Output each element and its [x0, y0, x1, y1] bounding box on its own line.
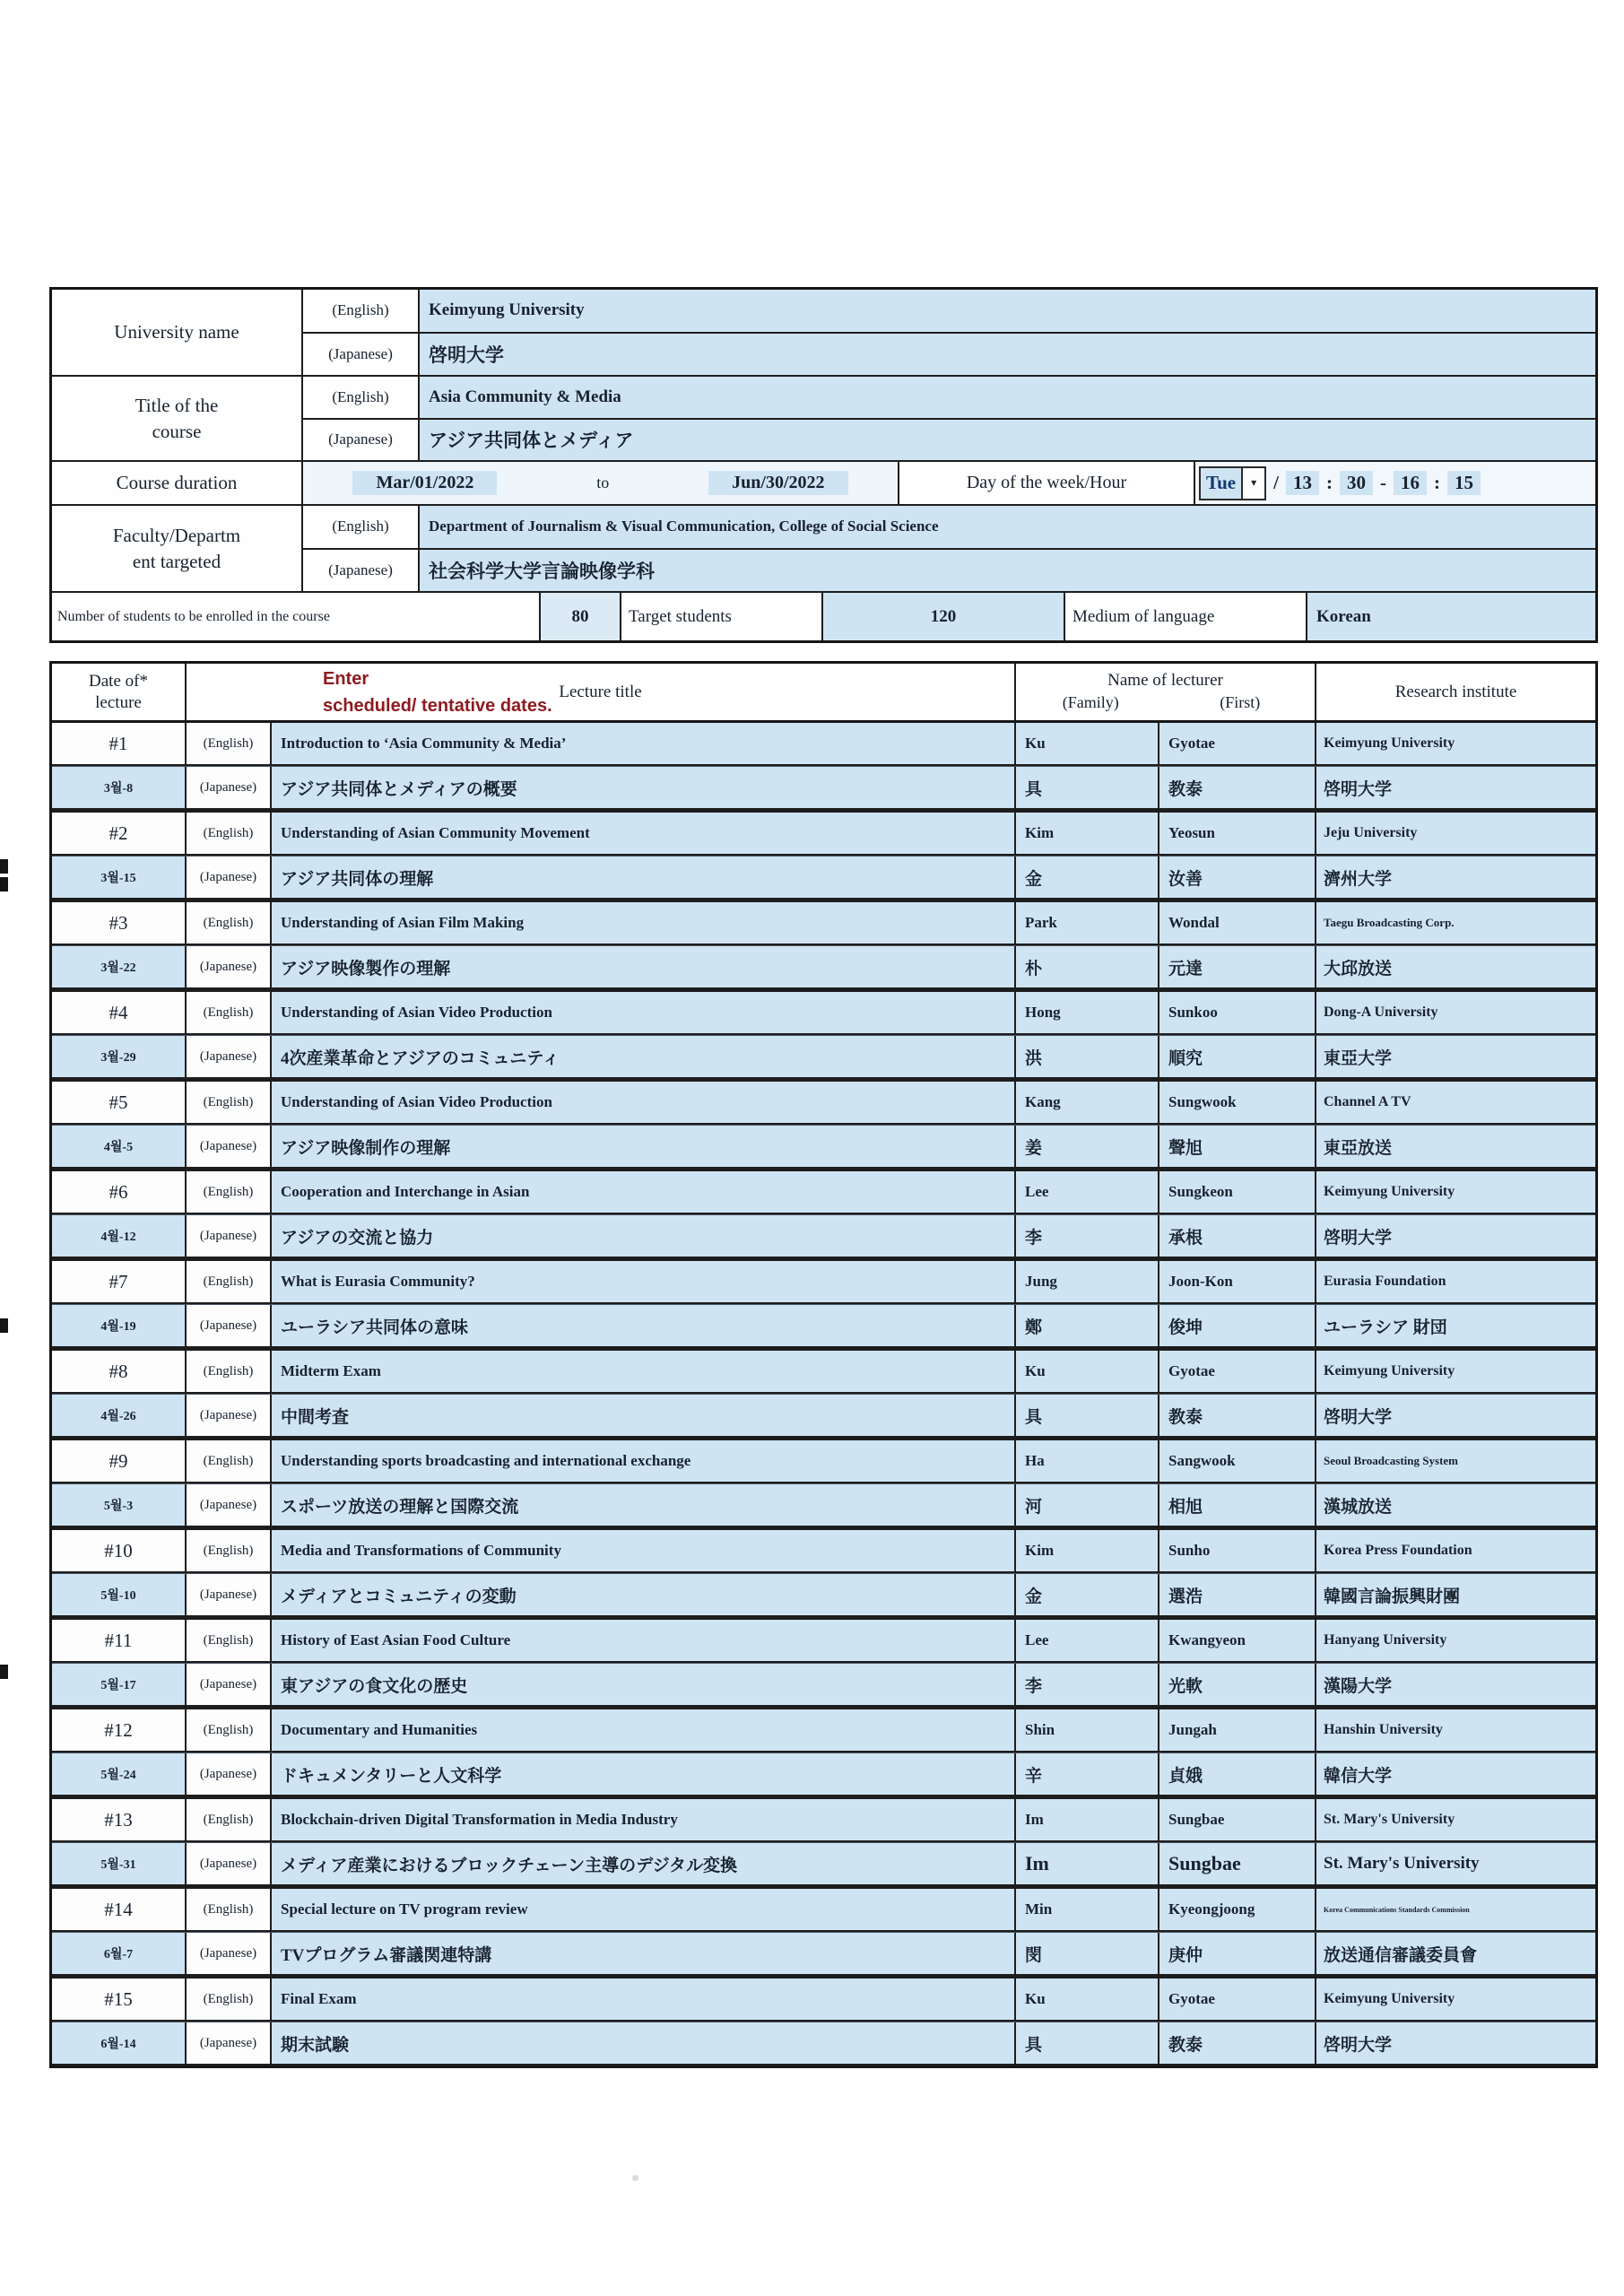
research-institute-english-field[interactable]: Korea Press Foundation	[1316, 1530, 1595, 1573]
research-institute-japanese-field[interactable]: St. Mary's University	[1316, 1843, 1595, 1886]
start-minute-field[interactable]: 30	[1340, 471, 1373, 495]
lecturer-family-english-field[interactable]: Kim	[1016, 813, 1159, 856]
lecturer-family-japanese-field[interactable]: 具	[1016, 1395, 1159, 1438]
lecture-title-japanese-field[interactable]: アジア共同体とメディアの概要	[272, 767, 1016, 810]
annotation-line2: scheduled/ tentative dates.	[323, 696, 552, 716]
japanese-label: (Japanese)	[187, 1843, 272, 1886]
lecturer-family-english-field[interactable]: Ha	[1016, 1440, 1159, 1483]
lecture-title-japanese-field[interactable]: ユーラシア共同体の意味	[272, 1305, 1016, 1348]
lecturer-first-english-field[interactable]: Sangwook	[1159, 1440, 1316, 1483]
lecture-row-japanese	[52, 857, 1595, 900]
time-colon: :	[1433, 472, 1440, 493]
english-label: (English)	[187, 813, 272, 856]
end-hour-field[interactable]: 16	[1394, 471, 1427, 495]
lecture-title-english-field[interactable]: Midterm Exam	[272, 1351, 1016, 1394]
lecture-title-english-field[interactable]: Documentary and Humanities	[272, 1709, 1016, 1752]
lecture-row-english	[52, 1889, 1595, 1933]
lecturer-first-english-field[interactable]: Sunho	[1159, 1530, 1316, 1573]
english-label: (English)	[187, 1799, 272, 1842]
lecture-row-japanese	[52, 1753, 1595, 1796]
lecture-title-japanese-field[interactable]: ドキュメンタリーと人文科学	[272, 1753, 1016, 1796]
time-dash: -	[1379, 472, 1386, 493]
english-label: (English)	[187, 723, 272, 766]
lecturer-first-japanese-field[interactable]: 元達	[1159, 946, 1316, 989]
lecture-title-english-field[interactable]: Cooperation and Interchange in Asian	[272, 1171, 1016, 1214]
lecturer-first-english-field[interactable]: Jungah	[1159, 1709, 1316, 1752]
university-name-label	[52, 290, 303, 377]
lecture-title-english-field[interactable]: Media and Transformations of Community	[272, 1530, 1016, 1573]
research-institute-japanese-field[interactable]: 漢城放送	[1316, 1484, 1595, 1527]
lecture-title-japanese-field[interactable]: 4次産業革命とアジアのコミュニティ	[272, 1036, 1016, 1079]
research-institute-english-field[interactable]: Jeju University	[1316, 813, 1595, 856]
lecturer-first-english-field[interactable]: Gyotae	[1159, 1351, 1316, 1394]
lecturer-family-japanese-field[interactable]: Im	[1016, 1843, 1159, 1886]
lecturer-first-japanese-field[interactable]: 庚仲	[1159, 1933, 1316, 1976]
lecturer-family-japanese-field[interactable]: 李	[1016, 1215, 1159, 1258]
tentative-dates-annotation	[323, 665, 552, 719]
english-label: (English)	[187, 1082, 272, 1125]
japanese-label: (Japanese)	[303, 550, 420, 594]
day-of-week-dropdown-value[interactable]: Tue	[1206, 472, 1237, 493]
english-label: (English)	[187, 1889, 272, 1932]
lecture-number: #4	[52, 992, 187, 1035]
lecture-title-header-text: Lecture title	[559, 682, 642, 701]
english-label: (English)	[303, 506, 420, 550]
family-name-header: (Family)	[1062, 693, 1119, 712]
lecture-number: #2	[52, 813, 187, 856]
lecture-date-field[interactable]: 6월-14	[52, 2022, 187, 2066]
lecturer-first-english-field[interactable]: Joon-Kon	[1159, 1261, 1316, 1304]
research-institute-japanese-field[interactable]: 東亞放送	[1316, 1126, 1595, 1169]
lecture-group	[52, 902, 1595, 992]
lecture-row-japanese	[52, 1126, 1595, 1169]
lecture-title-english-field[interactable]: Understanding of Asian Video Production	[272, 1082, 1016, 1125]
course-duration-label	[52, 462, 303, 506]
japanese-label: (Japanese)	[187, 1215, 272, 1258]
lecturer-family-english-field[interactable]: Lee	[1016, 1171, 1159, 1214]
research-institute-english-field[interactable]: Keimyung University	[1316, 1171, 1595, 1214]
lecture-title-japanese-field[interactable]: メディア産業におけるブロックチェーン主導のデジタル変換	[272, 1843, 1016, 1886]
lecture-date-field[interactable]: 4월-12	[52, 1215, 187, 1258]
scan-edge-mark	[0, 1318, 8, 1333]
lecture-title-japanese-field[interactable]: アジア映像製作の理解	[272, 946, 1016, 989]
faculty-label-line1: Faculty/Departm	[112, 525, 241, 547]
lecture-group	[52, 1620, 1595, 1709]
lecturer-family-english-field[interactable]: Ku	[1016, 723, 1159, 766]
lecture-group	[52, 992, 1595, 1082]
lecture-title-english-field[interactable]: Understanding of Asian Video Production	[272, 992, 1016, 1035]
lecture-row-english	[52, 1979, 1595, 2022]
scan-dot-artifact	[632, 2175, 638, 2181]
lecturer-first-english-field[interactable]: Sungbae	[1159, 1799, 1316, 1842]
lecture-number: #14	[52, 1889, 187, 1932]
faculty-english-field[interactable]: Department of Journalism & Visual Communication, College of Social Science	[420, 506, 1595, 550]
japanese-label: (Japanese)	[187, 2022, 272, 2066]
english-label: (English)	[303, 377, 420, 420]
research-institute-english-field[interactable]: St. Mary's University	[1316, 1799, 1595, 1842]
lecture-row-japanese	[52, 946, 1595, 989]
start-hour-field[interactable]: 13	[1286, 471, 1319, 495]
research-institute-japanese-field[interactable]: 漢陽大学	[1316, 1664, 1595, 1707]
lecturer-first-japanese-field[interactable]: 承根	[1159, 1215, 1316, 1258]
english-label: (English)	[187, 1351, 272, 1394]
japanese-label: (Japanese)	[187, 1933, 272, 1976]
date-header-line1: Date of*	[89, 671, 148, 691]
japanese-label: (Japanese)	[187, 1395, 272, 1438]
research-institute-japanese-field[interactable]: 東亞大学	[1316, 1036, 1595, 1079]
english-label: (English)	[187, 1979, 272, 2022]
course-title-label	[52, 377, 303, 462]
enrolled-students-field[interactable]: 80	[541, 593, 621, 640]
lecture-group	[52, 1530, 1595, 1620]
course-title-english-field[interactable]: Asia Community & Media	[420, 377, 1595, 420]
research-institute-english-field[interactable]: Hanyang University	[1316, 1620, 1595, 1663]
research-institute-english-field[interactable]: Channel A TV	[1316, 1082, 1595, 1125]
day-of-week-hour-value	[1195, 462, 1595, 506]
lecturer-first-japanese-field[interactable]: 選浩	[1159, 1574, 1316, 1617]
lecturer-first-english-field[interactable]: Wondal	[1159, 902, 1316, 945]
lecture-group	[52, 1171, 1595, 1261]
lecture-title-japanese-field[interactable]: 中間考査	[272, 1395, 1016, 1438]
end-minute-field[interactable]: 15	[1447, 471, 1481, 495]
research-institute-english-field[interactable]: Eurasia Foundation	[1316, 1261, 1595, 1304]
lecturer-first-english-field[interactable]: Sungwook	[1159, 1082, 1316, 1125]
research-institute-english-field[interactable]: Keimyung University	[1316, 1979, 1595, 2022]
lecture-title-japanese-field[interactable]: アジアの交流と協力	[272, 1215, 1016, 1258]
chevron-down-icon[interactable]: ▾	[1241, 468, 1264, 499]
lecture-title-english-field[interactable]: History of East Asian Food Culture	[272, 1620, 1016, 1663]
english-label: (English)	[187, 1171, 272, 1214]
research-institute-japanese-field[interactable]: 濟州大学	[1316, 857, 1595, 900]
lecture-row-english	[52, 992, 1595, 1036]
lecture-number: #13	[52, 1799, 187, 1842]
lecturer-family-japanese-field[interactable]: 具	[1016, 767, 1159, 810]
lecturer-family-japanese-field[interactable]: 閔	[1016, 1933, 1159, 1976]
lecture-title-english-field[interactable]: Understanding of Asian Community Movement	[272, 813, 1016, 856]
research-institute-english-field[interactable]: Keimyung University	[1316, 1351, 1595, 1394]
lecture-number: #12	[52, 1709, 187, 1752]
lecture-row-english	[52, 1261, 1595, 1305]
day-hour-slash: /	[1273, 472, 1279, 493]
lecture-title-english-field[interactable]: What is Eurasia Community?	[272, 1261, 1016, 1304]
lecture-group	[52, 1889, 1595, 1979]
lecturer-first-english-field[interactable]: Gyotae	[1159, 723, 1316, 766]
lecturer-family-english-field[interactable]: Kang	[1016, 1082, 1159, 1125]
english-label: (English)	[187, 1440, 272, 1483]
research-institute-header: Research institute	[1394, 682, 1517, 701]
lecturer-family-japanese-field[interactable]: 具	[1016, 2022, 1159, 2066]
lecturer-family-japanese-field[interactable]: 鄭	[1016, 1305, 1159, 1348]
lecturer-first-japanese-field[interactable]: 教泰	[1159, 2022, 1316, 2066]
lecture-title-japanese-field[interactable]: アジア映像制作の理解	[272, 1126, 1016, 1169]
scan-edge-mark	[0, 1665, 8, 1679]
english-label: (English)	[187, 902, 272, 945]
lecture-group	[52, 1261, 1595, 1351]
enrollment-band	[52, 593, 1595, 640]
lecturer-family-english-field[interactable]: Im	[1016, 1799, 1159, 1842]
lecture-title-japanese-field[interactable]: TVプログラム審議関連特講	[272, 1933, 1016, 1976]
research-institute-japanese-field[interactable]: 啓明大学	[1316, 2022, 1595, 2066]
lecturer-family-english-field[interactable]: Park	[1016, 902, 1159, 945]
research-institute-japanese-field[interactable]: 啓明大学	[1316, 1215, 1595, 1258]
lecturer-family-english-field[interactable]: Min	[1016, 1889, 1159, 1932]
lecture-group	[52, 1709, 1595, 1799]
lecture-number: #5	[52, 1082, 187, 1125]
english-label: (English)	[187, 1620, 272, 1663]
research-institute-english-field[interactable]: Taegu Broadcasting Corp.	[1316, 902, 1595, 945]
lecture-row-japanese	[52, 1305, 1595, 1348]
target-students-field[interactable]: 120	[823, 593, 1065, 640]
lecture-number: #6	[52, 1171, 187, 1214]
lecture-title-japanese-field[interactable]: 期末試験	[272, 2022, 1016, 2066]
lecturer-first-japanese-field[interactable]: 聲旭	[1159, 1126, 1316, 1169]
japanese-label: (Japanese)	[187, 946, 272, 989]
course-duration-band	[52, 462, 1595, 506]
lecturer-family-english-field[interactable]: Lee	[1016, 1620, 1159, 1663]
lecture-date-field[interactable]: 3월-22	[52, 946, 187, 989]
time-colon: :	[1325, 472, 1333, 493]
schedule-header-row	[52, 664, 1595, 723]
lecture-row-english	[52, 1530, 1595, 1574]
lecture-row-english	[52, 1171, 1595, 1215]
lecture-title-japanese-field[interactable]: メディアとコミュニティの変動	[272, 1574, 1016, 1617]
research-institute-english-field[interactable]: Korea Communications Standards Commission	[1316, 1889, 1595, 1932]
japanese-label: (Japanese)	[187, 1753, 272, 1796]
research-institute-japanese-field[interactable]: 放送通信審議委員會	[1316, 1933, 1595, 1976]
lecturer-first-japanese-field[interactable]: 順究	[1159, 1036, 1316, 1079]
research-institute-japanese-field[interactable]: 啓明大学	[1316, 767, 1595, 810]
course-title-japanese-field[interactable]: アジア共同体とメディア	[420, 420, 1595, 463]
lecture-date-field[interactable]: 3월-29	[52, 1036, 187, 1079]
lecture-date-field[interactable]: 4월-5	[52, 1126, 187, 1169]
lecture-title-english-field[interactable]: Understanding sports broadcasting and international exchange	[272, 1440, 1016, 1483]
japanese-label: (Japanese)	[303, 334, 420, 378]
japanese-label: (Japanese)	[187, 1305, 272, 1348]
lecturer-first-japanese-field[interactable]: 俊坤	[1159, 1305, 1316, 1348]
faculty-japanese-field[interactable]: 社会科学大学言論映像学科	[420, 550, 1595, 594]
lecture-row-japanese	[52, 767, 1595, 810]
lecture-row-japanese	[52, 1843, 1595, 1886]
lecture-group	[52, 1979, 1595, 2066]
research-institute-japanese-field[interactable]: 大邱放送	[1316, 946, 1595, 989]
lecturer-family-japanese-field[interactable]: 朴	[1016, 946, 1159, 989]
japanese-label: (Japanese)	[187, 1664, 272, 1707]
lecturer-first-english-field[interactable]: Yeosun	[1159, 813, 1316, 856]
lecturer-family-english-field[interactable]: Ku	[1016, 1979, 1159, 2022]
lecturer-header-text: Name of lecturer	[1107, 671, 1223, 691]
lecture-date-field[interactable]: 3월-8	[52, 767, 187, 810]
lecture-row-japanese	[52, 2022, 1595, 2066]
japanese-label: (Japanese)	[187, 767, 272, 810]
lecture-row-english	[52, 1799, 1595, 1843]
enrolled-students-label: Number of students to be enrolled in the course	[52, 593, 541, 640]
lecture-number: #10	[52, 1530, 187, 1573]
japanese-label: (Japanese)	[187, 1484, 272, 1527]
scan-edge-mark	[0, 877, 8, 891]
lecturer-family-japanese-field[interactable]: 李	[1016, 1664, 1159, 1707]
lecturer-first-english-field[interactable]: Gyotae	[1159, 1979, 1316, 2022]
lecturer-family-japanese-field[interactable]: 河	[1016, 1484, 1159, 1527]
faculty-label	[52, 506, 303, 593]
course-duration-dates	[303, 462, 899, 506]
research-institute-english-field[interactable]: Dong-A University	[1316, 992, 1595, 1035]
lecture-row-japanese	[52, 1574, 1595, 1617]
lecture-row-japanese	[52, 1036, 1595, 1079]
lecture-schedule-table	[49, 661, 1598, 2068]
faculty-band	[52, 506, 1595, 593]
lecture-title-english-field[interactable]: Blockchain-driven Digital Transformation in Media Industry	[272, 1799, 1016, 1842]
lecturer-family-english-field[interactable]: Hong	[1016, 992, 1159, 1035]
lecture-row-english	[52, 1620, 1595, 1664]
lecture-number: #7	[52, 1261, 187, 1304]
lecturer-first-japanese-field[interactable]: 貞娥	[1159, 1753, 1316, 1796]
lecture-title-english-field[interactable]: Special lecture on TV program review	[272, 1889, 1016, 1932]
lecture-date-field[interactable]: 5월-17	[52, 1664, 187, 1707]
lecture-date-field[interactable]: 5월-10	[52, 1574, 187, 1617]
lecturer-first-japanese-field[interactable]: 教泰	[1159, 1395, 1316, 1438]
lecture-group	[52, 1440, 1595, 1530]
lecturer-first-japanese-field[interactable]: Sungbae	[1159, 1843, 1316, 1886]
lecture-group	[52, 723, 1595, 813]
lecture-row-english	[52, 1082, 1595, 1126]
course-start-date-field[interactable]: Mar/01/2022	[352, 471, 497, 495]
japanese-label: (Japanese)	[187, 1036, 272, 1079]
lecturer-first-english-field[interactable]: Sunkoo	[1159, 992, 1316, 1035]
lecturer-family-japanese-field[interactable]: 金	[1016, 1574, 1159, 1617]
lecturer-family-english-field[interactable]: Jung	[1016, 1261, 1159, 1304]
research-institute-english-field[interactable]: Hanshin University	[1316, 1709, 1595, 1752]
medium-of-language-field[interactable]: Korean	[1307, 593, 1595, 640]
japanese-label: (Japanese)	[187, 1126, 272, 1169]
research-institute-english-field[interactable]: Seoul Broadcasting System	[1316, 1440, 1595, 1483]
lecture-number: #15	[52, 1979, 187, 2022]
lecturer-family-english-field[interactable]: Ku	[1016, 1351, 1159, 1394]
lecture-number: #1	[52, 723, 187, 766]
lecturer-name-header	[1016, 664, 1316, 720]
duration-to-text: to	[596, 474, 610, 491]
lecture-row-japanese	[52, 1395, 1595, 1438]
english-label: (English)	[187, 1530, 272, 1573]
lecture-row-english	[52, 813, 1595, 857]
course-end-date-field[interactable]: Jun/30/2022	[708, 471, 847, 495]
scan-edge-mark	[0, 859, 8, 874]
university-name-band	[52, 290, 1595, 377]
lecturer-first-japanese-field[interactable]: 相旭	[1159, 1484, 1316, 1527]
university-name-japanese-field[interactable]: 啓明大学	[420, 334, 1595, 378]
lecture-date-field[interactable]: 3월-15	[52, 857, 187, 900]
lecturer-family-japanese-field[interactable]: 洪	[1016, 1036, 1159, 1079]
lecture-row-english	[52, 1709, 1595, 1753]
first-name-header: (First)	[1220, 693, 1261, 712]
lecture-title-japanese-field[interactable]: アジア共同体の理解	[272, 857, 1016, 900]
lecture-date-field[interactable]: 6월-7	[52, 1933, 187, 1976]
medium-of-language-label: Medium of language	[1065, 593, 1307, 640]
lecture-group	[52, 1082, 1595, 1171]
english-label: (English)	[303, 290, 420, 334]
day-of-week-dropdown[interactable]	[1199, 466, 1266, 500]
lecture-date-field[interactable]: 4월-19	[52, 1305, 187, 1348]
lecture-row-japanese	[52, 1215, 1595, 1258]
lecture-date-field[interactable]: 5월-24	[52, 1753, 187, 1796]
lecture-date-field[interactable]: 5월-3	[52, 1484, 187, 1527]
lecturer-family-japanese-field[interactable]: 辛	[1016, 1753, 1159, 1796]
date-header-line2: lecture	[95, 692, 142, 712]
date-of-lecture-header	[52, 664, 187, 720]
lecture-row-japanese	[52, 1484, 1595, 1527]
japanese-label: (Japanese)	[187, 857, 272, 900]
lecture-title-english-field[interactable]: Understanding of Asian Film Making	[272, 902, 1016, 945]
lecturer-family-english-field[interactable]: Kim	[1016, 1530, 1159, 1573]
university-name-english-field[interactable]: Keimyung University	[420, 290, 1595, 334]
lecture-date-field[interactable]: 5월-31	[52, 1843, 187, 1886]
lecture-title-japanese-field[interactable]: 東アジアの食文化の歴史	[272, 1664, 1016, 1707]
lecture-group	[52, 1351, 1595, 1440]
lecture-row-english	[52, 1440, 1595, 1484]
japanese-label: (Japanese)	[303, 420, 420, 463]
course-info-table	[49, 287, 1598, 643]
lecture-date-field[interactable]: 4월-26	[52, 1395, 187, 1438]
lecturer-family-japanese-field[interactable]: 金	[1016, 857, 1159, 900]
annotation-line1: Enter	[323, 669, 369, 689]
lecturer-first-english-field[interactable]: Sungkeon	[1159, 1171, 1316, 1214]
lecture-number: #3	[52, 902, 187, 945]
english-label: (English)	[187, 1261, 272, 1304]
lecture-title-english-field[interactable]: Introduction to ‘Asia Community & Media’	[272, 723, 1016, 766]
research-institute-japanese-field[interactable]: 韓信大学	[1316, 1753, 1595, 1796]
lecture-row-english	[52, 723, 1595, 767]
lecture-number: #9	[52, 1440, 187, 1483]
course-title-band	[52, 377, 1595, 462]
lecture-row-japanese	[52, 1664, 1595, 1707]
lecturer-family-english-field[interactable]: Shin	[1016, 1709, 1159, 1752]
lecture-row-english	[52, 902, 1595, 946]
english-label: (English)	[187, 1709, 272, 1752]
lecture-row-japanese	[52, 1933, 1595, 1976]
lecture-group	[52, 813, 1595, 902]
english-label: (English)	[187, 992, 272, 1035]
day-of-week-hour-label: Day of the week/Hour	[899, 462, 1195, 506]
lecturer-first-english-field[interactable]: Kyeongjoong	[1159, 1889, 1316, 1932]
target-students-label: Target students	[621, 593, 823, 640]
lecture-title-header	[187, 664, 1016, 720]
research-institute-japanese-field[interactable]: 啓明大学	[1316, 1395, 1595, 1438]
course-title-label-line2: course	[152, 420, 202, 442]
lecturer-first-english-field[interactable]: Kwangyeon	[1159, 1620, 1316, 1663]
research-institute-japanese-field[interactable]: 韓國言論振興財團	[1316, 1574, 1595, 1617]
lecturer-first-japanese-field[interactable]: 教泰	[1159, 767, 1316, 810]
research-institute-english-field[interactable]: Keimyung University	[1316, 723, 1595, 766]
university-name-label-text: University name	[114, 321, 239, 344]
lecture-title-japanese-field[interactable]: スポーツ放送の理解と国際交流	[272, 1484, 1016, 1527]
lecture-row-english	[52, 1351, 1595, 1395]
research-institute-japanese-field[interactable]: ユーラシア 財団	[1316, 1305, 1595, 1348]
lecturer-first-japanese-field[interactable]: 汝善	[1159, 857, 1316, 900]
lecturer-first-japanese-field[interactable]: 光軟	[1159, 1664, 1316, 1707]
course-title-label-line1: Title of the	[135, 395, 219, 417]
faculty-label-line2: ent targeted	[132, 550, 221, 572]
lecture-number: #11	[52, 1620, 187, 1663]
course-duration-label-text: Course duration	[116, 472, 238, 494]
japanese-label: (Japanese)	[187, 1574, 272, 1617]
lecturer-family-japanese-field[interactable]: 姜	[1016, 1126, 1159, 1169]
lecture-rows-container	[52, 723, 1595, 2066]
lecture-title-english-field[interactable]: Final Exam	[272, 1979, 1016, 2022]
lecture-group	[52, 1799, 1595, 1889]
lecture-number: #8	[52, 1351, 187, 1394]
